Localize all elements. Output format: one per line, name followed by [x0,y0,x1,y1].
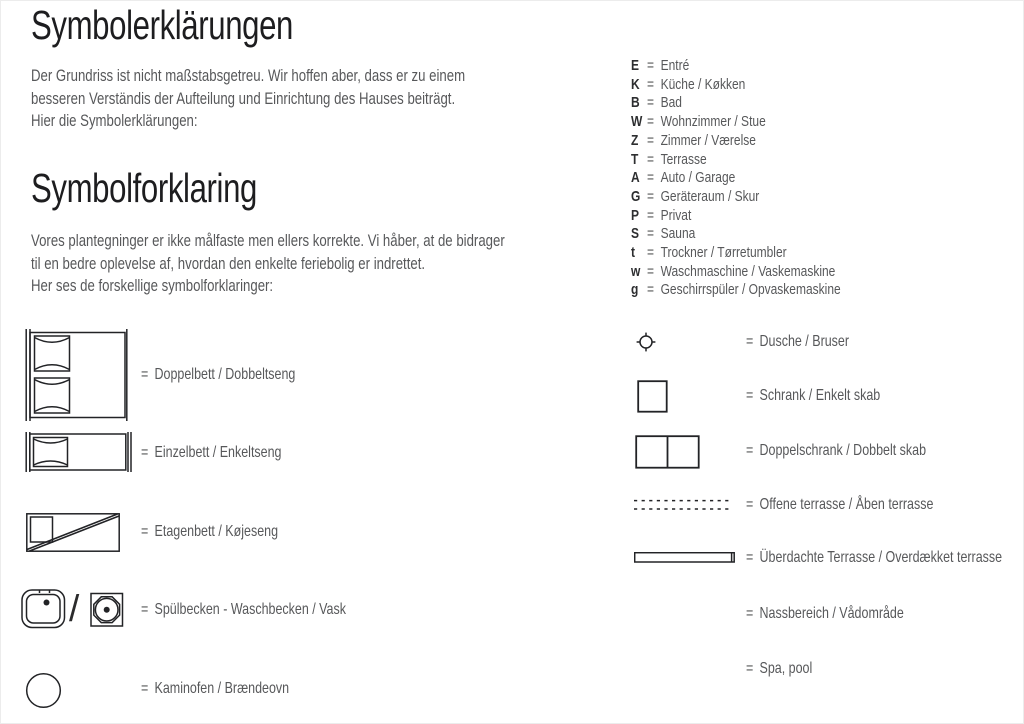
abbreviation-label: Geräteraum / Skur [660,187,760,205]
legend-label-text: Einzelbett / Enkeltseng [154,444,282,461]
equals-sign: = [141,601,149,618]
slash-separator: / [69,588,80,629]
abbreviation-letter: T [631,150,639,168]
equals-sign: = [647,150,655,168]
page-title-danish: Symbolforklaring [31,165,257,211]
equals-sign: = [647,244,655,262]
abbreviation-list [631,57,841,300]
legend-label-double-bed [141,365,295,385]
single-bed-icon [25,432,132,472]
double-cabinet-icon [635,435,700,469]
equals-sign: = [746,496,754,513]
legend-label-open-terrace [746,495,933,515]
legend-label-wet-area [746,604,904,624]
abbreviation-letter: A [631,169,640,187]
abbreviation-row [631,225,841,244]
abbreviation-row [631,169,841,188]
equals-sign: = [746,660,754,677]
abbreviation-letter: g [631,281,639,299]
washbasin-icon [90,591,124,628]
abbreviation-letter: G [631,187,641,205]
equals-sign: = [746,605,754,622]
abbreviation-label: Bad [660,94,682,112]
abbreviation-letter: Z [631,131,639,149]
abbreviation-label: Auto / Garage [660,169,736,187]
single-cabinet-icon [637,380,668,413]
equals-sign: = [647,187,655,205]
intro-paragraph-danish [31,230,505,298]
equals-sign: = [647,75,655,93]
legend-label-text: Offene terrasse / Åben terrasse [759,496,934,513]
equals-sign: = [647,169,655,187]
abbreviation-label: Sauna [660,225,696,243]
double-bed-icon [25,329,128,421]
equals-sign: = [141,523,149,540]
sink-icon [21,587,66,629]
equals-sign: = [647,281,655,299]
abbreviation-label: Küche / Køkken [660,75,746,93]
covered-terrace-icon [634,552,735,563]
intro-line: Her ses de forskellige symbolforklaringer: [31,277,274,295]
legend-label-text: Spa, pool [759,660,813,677]
intro-line: Vores plantegninger er ikke målfaste men ellers korrekte. Vi håber, at de bidrager [31,232,505,250]
abbreviation-row [631,151,841,170]
abbreviation-row [631,113,841,132]
abbreviation-letter: w [631,262,641,280]
abbreviation-row [631,76,841,95]
abbreviation-row [631,263,841,282]
legend-label-text: Schrank / Enkelt skab [759,387,881,404]
equals-sign: = [647,113,655,131]
wet-area-icon [641,599,669,630]
abbreviation-label: Zimmer / Værelse [660,131,756,149]
legend-label-text: Überdachte Terrasse / Overdækket terrasse [759,549,1003,566]
shower-icon [635,331,657,353]
abbreviation-letter: W [631,113,643,131]
abbreviation-row [631,94,841,113]
intro-line: Hier die Symbolerklärungen: [31,112,198,130]
legend-label-covered-terrace [746,548,1002,568]
legend-label-text: Spülbecken - Waschbecken / Vask [154,601,346,618]
abbreviation-row [631,281,841,300]
legend-label-text: Etagenbett / Køjeseng [154,523,279,540]
abbreviation-letter: S [631,225,640,243]
abbreviation-label: Entré [660,57,690,74]
legend-label-double-cabinet [746,441,926,461]
intro-line: Der Grundriss ist nicht maßstabsgetreu. Wir hoffen aber, dass er zu einem [31,67,466,85]
open-terrace-icon [634,498,732,512]
legend-label-sink [141,600,346,620]
abbreviation-row [631,188,841,207]
legend-label-text: Doppelschrank / Dobbelt skab [759,442,927,459]
page-title-german: Symbolerklärungen [31,2,294,48]
abbreviation-label: Privat [660,206,692,224]
abbreviation-row [631,244,841,263]
abbreviation-row [631,207,841,226]
legend-label-text: Kaminofen / Brændeovn [154,680,290,697]
abbreviation-row [631,57,841,76]
equals-sign: = [647,206,655,224]
abbreviation-letter: K [631,75,640,93]
legend-label-single-bed [141,443,281,463]
legend-label-text: Dusche / Bruser [759,333,850,350]
legend-label-shower [746,332,849,352]
equals-sign: = [746,442,754,459]
equals-sign: = [141,680,149,697]
abbreviation-letter: t [631,244,635,262]
intro-paragraph-german [31,65,465,133]
abbreviation-label: Terrasse [660,150,707,168]
equals-sign: = [141,366,149,383]
equals-sign: = [746,333,754,350]
abbreviation-label: Trockner / Tørretumbler [660,244,787,262]
abbreviation-letter: P [631,206,640,224]
abbreviation-label: Wohnzimmer / Stue [660,113,766,131]
intro-line: til en bedre oplevelse af, hvordan den enkelte feriebolig er indrettet. [31,254,426,273]
wood-stove-icon [25,672,62,709]
equals-sign: = [647,131,655,149]
equals-sign: = [647,225,655,243]
abbreviation-label: Geschirrspüler / Opvaskemaskine [660,281,841,299]
legend-label-single-cabinet [746,386,880,406]
abbreviation-letter: E [631,57,640,74]
abbreviation-row [631,132,841,151]
equals-sign: = [746,387,754,404]
equals-sign: = [647,94,655,112]
legend-label-spa-pool [746,659,812,679]
legend-label-text: Doppelbett / Dobbeltseng [154,366,296,383]
equals-sign: = [647,57,655,74]
equals-sign: = [746,549,754,566]
equals-sign: = [647,262,655,280]
legend-label-wood-stove [141,679,289,699]
abbreviation-label: Waschmaschine / Vaskemaskine [660,262,836,280]
legend-label-bunk-bed [141,522,278,542]
legend-label-text: Nassbereich / Vådområde [759,605,904,622]
abbreviation-letter: B [631,94,640,112]
spa-pool-icon [641,654,669,685]
bunk-bed-icon [26,513,120,552]
intro-line: besseren Verständis der Aufteilung und Einrichtung des Hauses beiträgt. [31,89,456,108]
equals-sign: = [141,444,149,461]
